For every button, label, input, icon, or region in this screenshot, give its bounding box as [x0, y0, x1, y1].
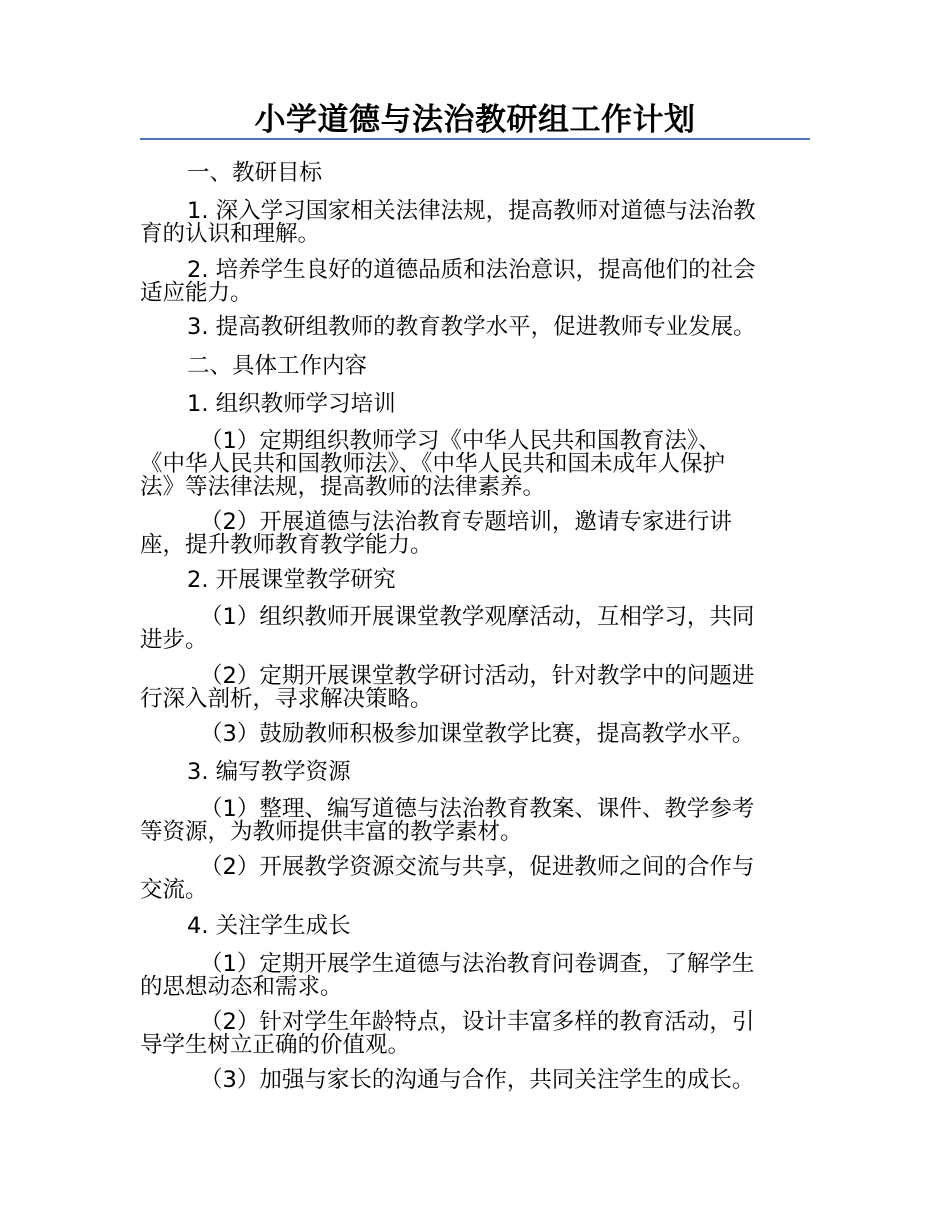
paragraph-line: 2. 培养学生良好的道德品质和法治意识，提高他们的社会 [187, 257, 756, 283]
paragraph-line: 育的认识和理解。 [140, 221, 321, 247]
paragraph-training-1 [140, 430, 872, 499]
paragraph-line: （1）定期组织教师学习《中华人民共和国教育法》、 [200, 428, 721, 454]
paragraph-line: 适应能力。 [140, 280, 253, 306]
paragraph-line: （1）定期开展学生道德与法治教育问卷调查，了解学生 [200, 951, 755, 977]
subheading-student-growth [140, 915, 859, 938]
paragraph-line: 法》等法律法规，提高教师的法律素养。 [140, 474, 546, 500]
paragraph-line: 2. 开展课堂教学研究 [187, 567, 396, 593]
paragraph-objective-1 [140, 200, 859, 246]
paragraph-line: 4. 关注学生成长 [187, 913, 351, 939]
paragraph-line: 3. 提高教研组教师的教育教学水平，促进教师专业发展。 [187, 314, 756, 340]
paragraph-line: （2）开展教学资源交流与共享，促进教师之间的合作与 [200, 854, 755, 880]
paragraph-line: 导学生树立正确的价值观。 [140, 1032, 411, 1058]
subheading-training [140, 393, 859, 416]
paragraph-line: （3）鼓励教师积极参加课堂教学比赛，提高教学水平。 [200, 721, 755, 747]
paragraph-line: 行深入剖析，寻求解决策略。 [140, 686, 433, 712]
paragraph-classroom-3 [140, 723, 872, 746]
heading-work-content [140, 355, 859, 378]
paragraph-resources-1 [140, 798, 872, 844]
document-title: 小学道德与法治教研组工作计划 [254, 102, 696, 138]
paragraph-line: （2）开展道德与法治教育专题培训，邀请专家进行讲 [200, 509, 732, 535]
paragraph-line: 1. 深入学习国家相关法律法规，提高教师对道德与法治教 [187, 198, 756, 224]
paragraph-growth-3 [140, 1069, 872, 1092]
subheading-classroom-research [140, 569, 859, 592]
paragraph-line: （2）针对学生年龄特点，设计丰富多样的教育活动，引 [200, 1009, 755, 1035]
paragraph-growth-2 [140, 1011, 872, 1057]
paragraph-line: （1）组织教师开展课堂教学观摩活动，互相学习，共同 [200, 604, 755, 630]
paragraph-objective-3 [140, 316, 859, 339]
paragraph-classroom-2 [140, 665, 872, 711]
paragraph-line: 1. 组织教师学习培训 [187, 391, 396, 417]
paragraph-line: 交流。 [140, 877, 208, 903]
subheading-teaching-resources [140, 761, 859, 784]
paragraph-line: 等资源，为教师提供丰富的教学素材。 [140, 819, 523, 845]
heading-objectives [140, 162, 859, 185]
paragraph-line: （2）定期开展课堂教学研讨活动，针对教学中的问题进 [200, 663, 755, 689]
paragraph-line: 《中华人民共和国教师法》、《中华人民共和国未成年人保护 [140, 451, 726, 477]
paragraph-line: 二、具体工作内容 [187, 353, 368, 379]
paragraph-line: 进步。 [140, 627, 208, 653]
paragraph-classroom-1 [140, 606, 872, 652]
paragraph-line: （3）加强与家长的沟通与合作，共同关注学生的成长。 [200, 1067, 755, 1093]
paragraph-objective-2 [140, 259, 859, 305]
paragraph-training-2 [140, 511, 872, 557]
paragraph-line: 的思想动态和需求。 [140, 974, 343, 1000]
paragraph-line: （1）整理、编写道德与法治教育教案、课件、教学参考 [200, 796, 755, 822]
title-underline [140, 138, 810, 140]
paragraph-line: 3. 编写教学资源 [187, 759, 351, 785]
paragraph-growth-1 [140, 953, 872, 999]
paragraph-line: 座，提升教师教育教学能力。 [140, 532, 433, 558]
paragraph-resources-2 [140, 856, 872, 902]
paragraph-line: 一、教研目标 [187, 160, 323, 186]
